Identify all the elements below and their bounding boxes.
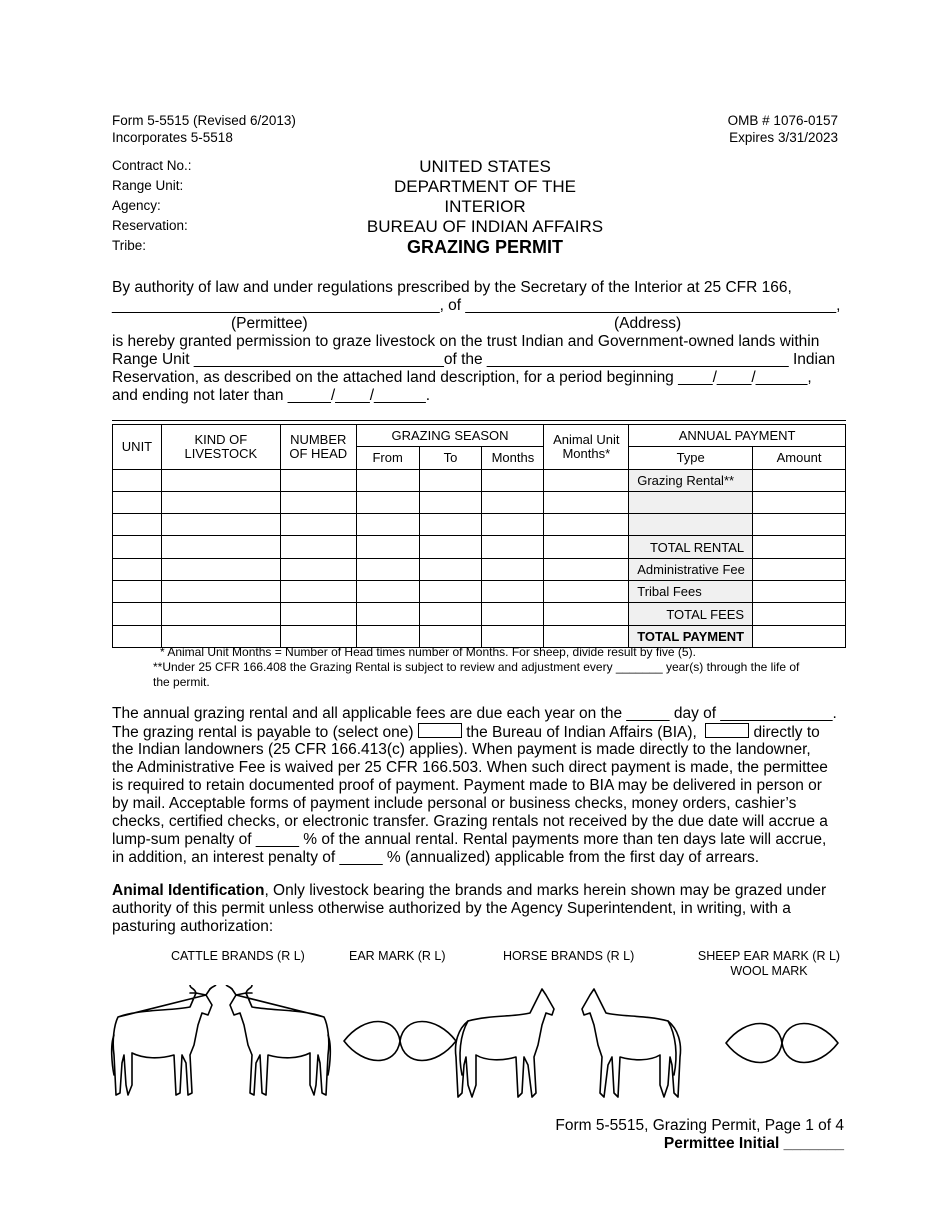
omb-number: OMB # 1076-0157 xyxy=(727,113,838,128)
incorporates-note: Incorporates 5-5518 xyxy=(112,130,233,145)
col-to: To xyxy=(419,447,482,469)
form-number: Form 5-5515 (Revised 6/2013) xyxy=(112,113,296,128)
table-row xyxy=(113,514,846,536)
payment-type-blank-2 xyxy=(629,514,753,536)
payment-type-administrative-fee: Administrative Fee xyxy=(629,558,753,580)
col-annual-payment: ANNUAL PAYMENT xyxy=(629,425,846,447)
col-unit: UNIT xyxy=(113,425,162,470)
col-from: From xyxy=(356,447,419,469)
bia-checkbox[interactable] xyxy=(418,723,462,738)
col-months: Months xyxy=(482,447,544,469)
animal-id-line-1 xyxy=(112,882,844,900)
page-footer: Form 5-5515, Grazing Permit, Page 1 of 4 xyxy=(555,1117,844,1134)
intro-line-6[interactable]: and ending not later than _____/____/______. xyxy=(112,387,431,404)
col-grazing-season: GRAZING SEASON xyxy=(356,425,544,447)
payment-line-9[interactable]: in addition, an interest penalty of _____ % (annualized) applicable from the first day of arrears. xyxy=(112,849,760,866)
col-amount: Amount xyxy=(753,447,846,469)
title-line-3: INTERIOR xyxy=(444,197,526,216)
payment-type-total-rental: TOTAL RENTAL xyxy=(629,536,753,558)
horse-brands-label: HORSE BRANDS (R L) xyxy=(503,949,635,963)
table-row xyxy=(113,469,846,491)
intro-line-1: By authority of law and under regulations prescribed by the Secretary of the Interior at 25 CFR 166, xyxy=(112,279,792,296)
payment-line-3: the Indian landowners (25 CFR 166.413(c) applies). When payment is made directly to the landowner, xyxy=(112,741,811,758)
payment-type-total-payment: TOTAL PAYMENT xyxy=(629,625,753,647)
expiration-date: Expires 3/31/2023 xyxy=(729,130,838,145)
table-row xyxy=(113,558,846,580)
ear-mark-label: EAR MARK (R L) xyxy=(349,949,446,963)
intro-line-4[interactable]: Range Unit _____________________________of the ___________________________________ Indian xyxy=(112,351,836,368)
contract-no-label: Contract No.: xyxy=(112,158,192,173)
payment-line-2 xyxy=(112,723,844,742)
range-unit-label: Range Unit: xyxy=(112,178,184,193)
col-number-of-head: NUMBER OF HEAD xyxy=(280,425,356,470)
horse-left-side-icon xyxy=(582,989,681,1097)
landowner-checkbox[interactable] xyxy=(705,723,749,738)
animal-id-text: , Only livestock bearing the brands and marks herein shown may be grazed under xyxy=(264,882,827,899)
cow-right-side-icon xyxy=(112,985,216,1095)
intro-line-2[interactable]: ______________________________________, of ___________________________________________, xyxy=(112,297,841,314)
animal-illustrations xyxy=(110,985,850,1105)
sheep-ear-mark-icon xyxy=(726,1024,838,1063)
cattle-brands-label: CATTLE BRANDS (R L) xyxy=(171,949,305,963)
bia-option-label: the Bureau of Indian Affairs (BIA), xyxy=(466,724,697,741)
table-row xyxy=(113,536,846,558)
cow-left-side-icon xyxy=(226,985,330,1095)
payment-line-7: checks, certified checks, or electronic transfer. Grazing rentals not received by the due date will accrue a xyxy=(112,813,828,830)
intro-line-5[interactable]: Reservation, as described on the attached land description, for a period beginning ____/____/______, xyxy=(112,369,812,386)
title-line-2: DEPARTMENT OF THE xyxy=(394,177,576,196)
horse-right-side-icon xyxy=(456,989,555,1097)
page-title xyxy=(330,157,640,257)
payment-type-blank-1 xyxy=(629,491,753,513)
title-grazing-permit: GRAZING PERMIT xyxy=(407,237,563,257)
sheep-ear-mark-label xyxy=(690,949,848,979)
agency-label: Agency: xyxy=(112,198,161,213)
intro-line-3: is hereby granted permission to graze livestock on the trust Indian and Government-owned lands within xyxy=(112,333,820,350)
title-line-1: UNITED STATES xyxy=(419,157,551,176)
ear-mark-icon xyxy=(344,1022,456,1061)
payment-line-6: by mail. Acceptable forms of payment include personal or business checks, money orders, cashier’s xyxy=(112,795,797,812)
reservation-label: Reservation: xyxy=(112,218,188,233)
payment-line-5: is required to retain documented proof of payment. Payment made to BIA may be delivered in person or xyxy=(112,777,822,794)
animal-id-line-3: pasturing authorization: xyxy=(112,918,274,935)
wool-mark-text: WOOL MARK xyxy=(730,964,808,978)
payment-type-grazing-rental: Grazing Rental** xyxy=(629,469,753,491)
table-row xyxy=(113,491,846,513)
table-row xyxy=(113,603,846,625)
table-row xyxy=(113,581,846,603)
payment-type-total-fees: TOTAL FEES xyxy=(629,603,753,625)
col-animal-unit-months: Animal Unit Months* xyxy=(544,425,629,470)
table-top-rule xyxy=(112,420,846,421)
footnote-grazing-rental-2: the permit. xyxy=(153,675,210,689)
footnote-aum: * Animal Unit Months = Number of Head times number of Months. For sheep, divide result by five (5). xyxy=(160,645,696,659)
animal-id-line-2: authority of this permit unless otherwise authorized by the Agency Superintendent, in writing, with a xyxy=(112,900,791,917)
payment-line-8[interactable]: lump-sum penalty of _____ % of the annual rental. Rental payments more than ten days late will accrue, xyxy=(112,831,827,848)
permittee-initial[interactable]: Permittee Initial _______ xyxy=(663,1135,844,1152)
payment-line-1[interactable]: The annual grazing rental and all applicable fees are due each year on the _____ day of _____________. xyxy=(112,705,837,722)
grazing-table xyxy=(112,424,846,648)
title-line-4: BUREAU OF INDIAN AFFAIRS xyxy=(366,217,604,236)
payment-line-4: the Administrative Fee is waived per 25 CFR 166.503. When such direct payment is made, the permittee xyxy=(112,759,828,776)
sheep-ear-mark-text: SHEEP EAR MARK (R L) xyxy=(697,949,841,963)
tribe-label: Tribe: xyxy=(112,238,147,253)
permittee-label: (Permittee) xyxy=(231,315,308,332)
address-label: (Address) xyxy=(614,315,682,332)
animal-id-heading: Animal Identification xyxy=(112,882,265,899)
col-type: Type xyxy=(629,447,753,469)
payable-to-label: The grazing rental is payable to (select one) xyxy=(112,724,414,741)
payment-type-tribal-fees: Tribal Fees xyxy=(629,581,753,603)
landowner-option-label: directly to xyxy=(753,724,820,741)
footnote-grazing-rental-1[interactable]: **Under 25 CFR 166.408 the Grazing Rental is subject to review and adjustment every _______ year(s) through the life of xyxy=(153,660,800,674)
col-kind-of-livestock: KIND OF LIVESTOCK xyxy=(161,425,280,470)
